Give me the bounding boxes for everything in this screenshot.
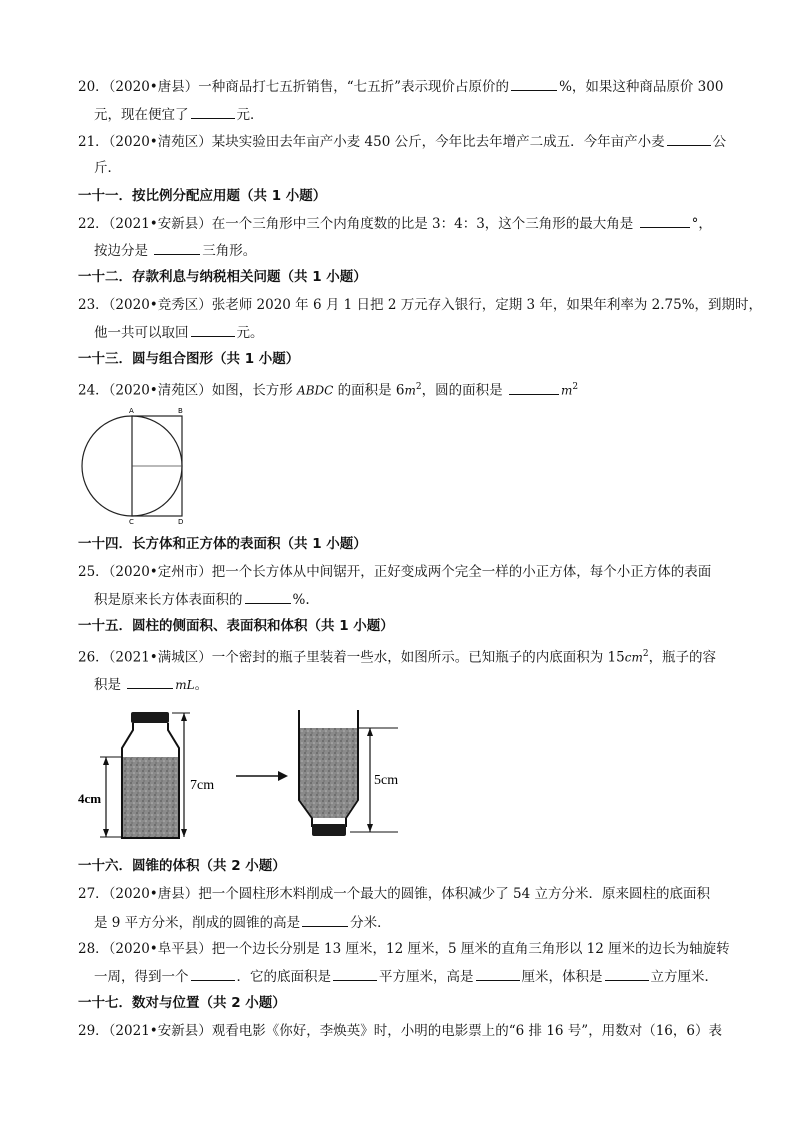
answer-blank (605, 966, 649, 981)
answer-blank (191, 966, 235, 981)
label-7cm: 7cm (190, 778, 215, 793)
section-heading-12: 一十二．存款利息与纳税相关问题（共 1 小题） (78, 269, 367, 285)
question-29-line-1: 29．（2021•安新县）观看电影《你好，李焕英》时，小明的电影票上的“6 排 16 号”，用数对（16，6）表 (78, 1023, 722, 1039)
question-28-line-1: 28．（2020•阜平县）把一个边长分别是 13 厘米，12 厘米，5 厘米的直角三角形以 12 厘米的边长为轴旋转 (78, 941, 730, 957)
label-c: C (129, 518, 134, 524)
label-5cm: 5cm (374, 773, 399, 788)
question-27-line-1: 27．（2020•唐县）把一个圆柱形木料削成一个最大的圆锥，体积减少了 54 立方分米．原来圆柱的底面积 (78, 886, 711, 902)
answer-blank (302, 912, 348, 927)
answer-blank (154, 240, 200, 255)
section-heading-16: 一十六．圆锥的体积（共 2 小题） (78, 858, 286, 874)
answer-blank (127, 674, 173, 689)
question-28-line-2: 一周，得到一个 ．它的底面积是 平方厘米，高是 厘米，体积是 立方厘米． (94, 966, 723, 987)
section-heading-17: 一十七．数对与位置（共 2 小题） (78, 995, 286, 1011)
bottle-figure (76, 704, 406, 854)
question-22-line-1: 22．（2021•安新县）在一个三角形中三个内角度数的比是 3：4：3，这个三角形的最大角是 °， (78, 213, 723, 234)
question-21-line-1: 21．（2020•清苑区）某块实验田去年亩产小麦 450 公斤，今年比去年增产二成五．今年亩产小麦 公 (78, 131, 723, 152)
section-heading-13: 一十三．圆与组合图形（共 1 小题） (78, 351, 300, 367)
question-27-line-2: 是 9 平方分米，削成的圆锥的高是 分米． (94, 912, 723, 933)
question-26-line-2: 积是 mL。 (94, 674, 723, 695)
circle-rectangle-figure (70, 406, 200, 524)
answer-blank (509, 380, 559, 395)
label-b: B (178, 407, 183, 415)
question-20-line-2: 元，现在便宜了 元． (94, 104, 723, 125)
section-heading-11: 一十一．按比例分配应用题（共 1 小题） (78, 188, 327, 204)
answer-blank (640, 213, 690, 228)
question-23-line-2: 他一共可以取回 元。 (94, 322, 723, 343)
question-26-line-1: 26．（2021•满城区）一个密封的瓶子里装着一些水，如图所示。已知瓶子的内底面积为 $15cm^2$，瓶子的容 (78, 649, 717, 666)
answer-blank (191, 104, 235, 119)
section-heading-15: 一十五．圆柱的侧面积、表面积和体积（共 1 小题） (78, 618, 394, 634)
question-22-line-2: 按边分是 三角形。 (94, 240, 723, 261)
label-a: A (129, 407, 134, 415)
label-d: D (178, 518, 184, 524)
answer-blank (333, 966, 377, 981)
question-20-line-1: 20．（2020•唐县）一种商品打七五折销售，“七五折”表示现价占原价的 %，如果这种商品原价 300 (78, 76, 723, 97)
answer-blank (511, 76, 557, 91)
question-21-line-2: 斤． (94, 160, 121, 176)
answer-blank (191, 322, 235, 337)
label-4cm: 4cm (78, 791, 102, 806)
question-23-line-1: 23．（2020•竞秀区）张老师 2020 年 6 月 1 日把 2 万元存入银行，定期 3 年，如果年利率为 2.75%，到期时， (78, 297, 763, 313)
answer-blank (476, 966, 520, 981)
question-24-line-1: 24．（2020•清苑区）如图，长方形 ABDC 的面积是 $6m^2$，圆的面积是 $m^2$ (78, 377, 723, 401)
answer-blank (245, 589, 291, 604)
answer-blank (667, 131, 711, 146)
question-25-line-1: 25．（2020•定州市）把一个长方体从中间锯开，正好变成两个完全一样的小正方体，每个小正方体的表面 (78, 564, 712, 580)
question-25-line-2: 积是原来长方体表面积的 %. (94, 589, 723, 610)
section-heading-14: 一十四．长方体和正方体的表面积（共 1 小题） (78, 536, 367, 552)
